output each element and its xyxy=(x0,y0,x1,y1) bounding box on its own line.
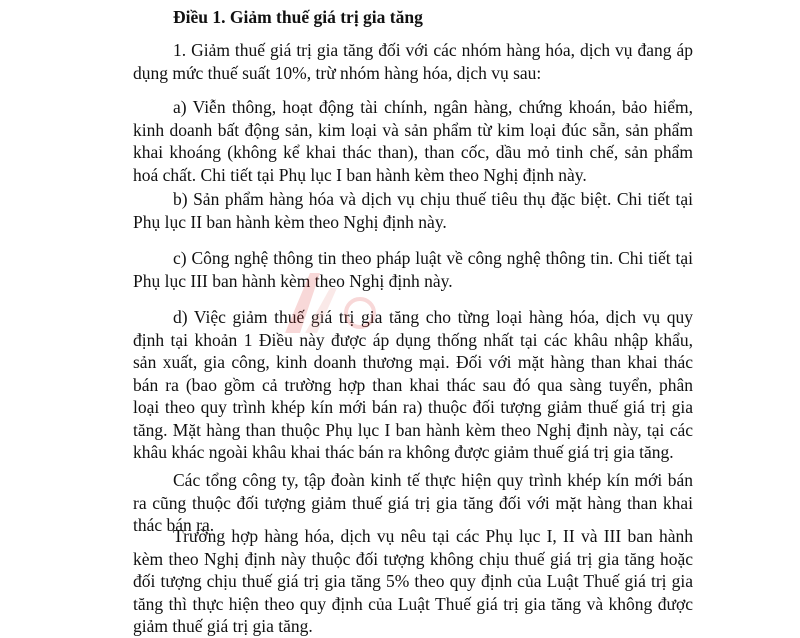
paragraph-line: loại theo quy trình khép kín mới bán ra) thuộc đối tượng giảm thuế giá trị gia xyxy=(133,397,693,417)
paragraph-line: a) Viễn thông, hoạt động tài chính, ngân hàng, chứng khoán, bảo hiểm, xyxy=(173,97,693,117)
paragraph-line: Phụ lục II ban hành kèm theo Nghị định này. xyxy=(133,211,447,232)
paragraph-line: khâu khác ngoài khâu khai thác bán ra không được giảm thuế giá trị gia tăng. xyxy=(133,442,674,462)
paragraph-c xyxy=(133,247,693,292)
paragraph-a xyxy=(133,96,693,186)
paragraph-line: bán ra (bao gồm cả trường hợp than khai thác sau đó qua sàng tuyển, phân xyxy=(133,374,693,395)
paragraph-line: kèm theo Nghị định này thuộc đối tượng không chịu thuế giá trị gia tăng hoặc xyxy=(133,548,693,569)
paragraph-line: ra cũng thuộc đối tượng giảm thuế giá trị gia tăng đối với mặt hàng than khai xyxy=(133,492,693,513)
paragraph-1 xyxy=(133,39,693,84)
paragraph-line: giảm thuế giá trị gia tăng. xyxy=(133,616,313,636)
paragraph-line: định tại khoản 1 Điều này được áp dụng thống nhất tại các khâu nhập khẩu, xyxy=(133,329,693,350)
paragraph-line: Các tổng công ty, tập đoàn kinh tế thực hiện quy trình khép kín mới bán xyxy=(173,470,693,490)
paragraph-b xyxy=(133,188,693,233)
paragraph-line: Phụ lục III ban hành kèm theo Nghị định này. xyxy=(133,270,453,291)
paragraph-f xyxy=(133,525,693,638)
paragraph-line: Trường hợp hàng hóa, dịch vụ nêu tại các Phụ lục I, II và III ban hành xyxy=(173,526,693,546)
paragraph-line: c) Công nghệ thông tin theo pháp luật về công nghệ thông tin. Chi tiết tại xyxy=(173,248,693,268)
paragraph-line: 1. Giảm thuế giá trị gia tăng đối với các nhóm hàng hóa, dịch vụ đang áp xyxy=(173,40,693,60)
article-heading: Điều 1. Giảm thuế giá trị gia tăng xyxy=(173,7,423,27)
paragraph-line: d) Việc giảm thuế giá trị gia tăng cho từng loại hàng hóa, dịch vụ quy xyxy=(173,307,693,327)
paragraph-line: hoá chất. Chi tiết tại Phụ lục I ban hành kèm theo Nghị định này. xyxy=(133,164,587,185)
paragraph-line: sản xuất, gia công, kinh doanh thương mại. Đối với mặt hàng than khai thác xyxy=(133,352,693,372)
paragraph-line: thác bán ra. xyxy=(133,515,215,535)
paragraph-line: tăng thì thực hiện theo quy định của Luật Thuế giá trị gia tăng và không được xyxy=(133,593,693,614)
paragraph-line: b) Sản phẩm hàng hóa và dịch vụ chịu thuế tiêu thụ đặc biệt. Chi tiết tại xyxy=(173,189,693,209)
paragraph-d xyxy=(133,306,693,464)
paragraph-line: đối tượng chịu thuế giá trị gia tăng 5% theo quy định của Luật Thuế giá trị gia xyxy=(133,571,693,591)
paragraph-line: kinh doanh bất động sản, kim loại và sản phẩm từ kim loại đúc sẵn, sản phẩm xyxy=(133,119,693,140)
paragraph-line: tăng. Mặt hàng than thuộc Phụ lục I ban hành kèm theo Nghị định này, tại các xyxy=(133,419,693,440)
paragraph-line: khai khoáng (không kể khai thác than), than cốc, dầu mỏ tinh chế, sản phẩm xyxy=(133,142,693,162)
paragraph-line: dụng mức thuế suất 10%, trừ nhóm hàng hóa, dịch vụ sau: xyxy=(133,62,542,83)
